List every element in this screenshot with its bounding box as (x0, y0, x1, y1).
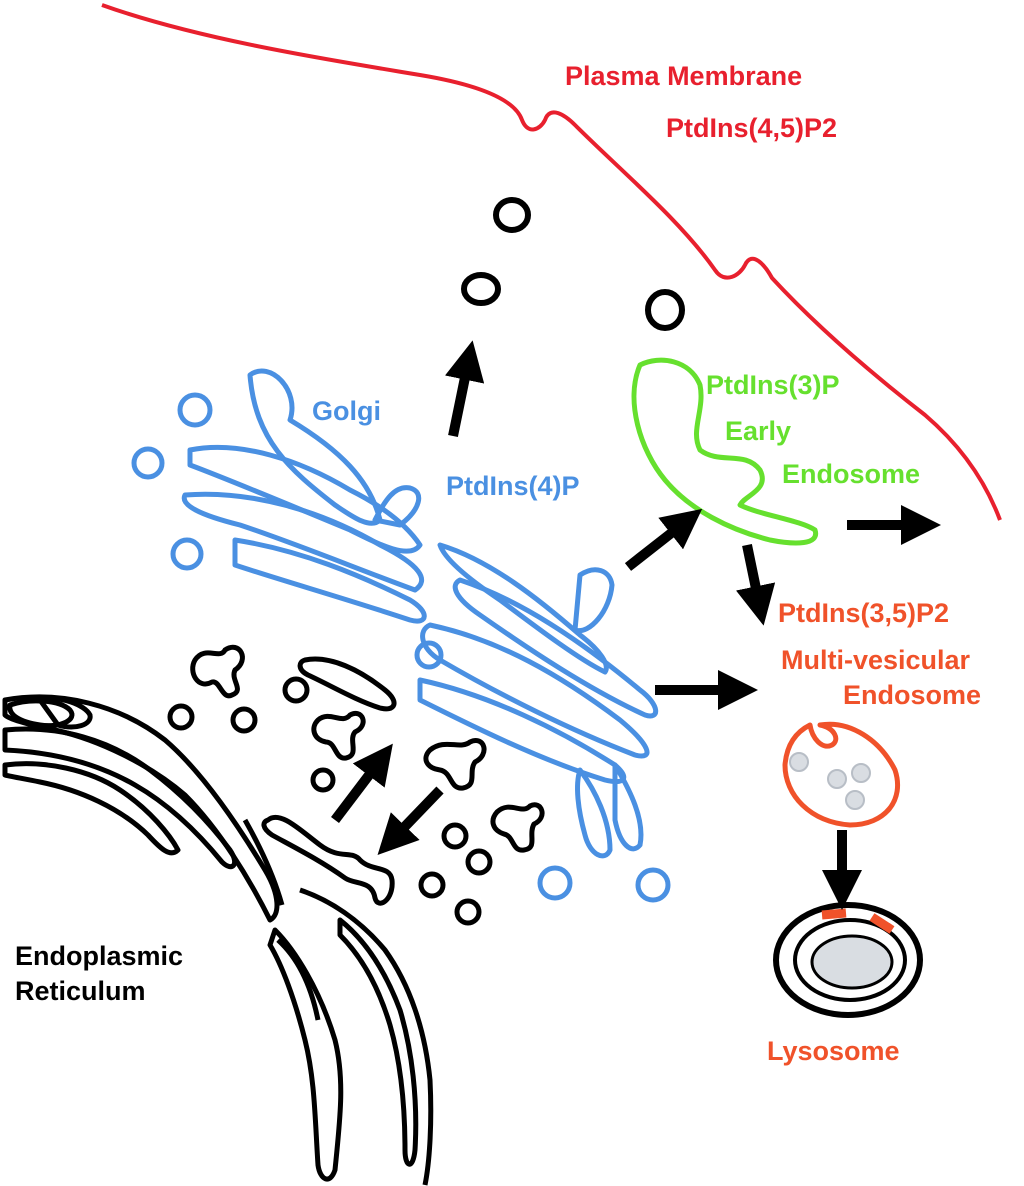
er-sheet (300, 890, 431, 1185)
vesicle (444, 825, 466, 847)
er-sheet (245, 820, 282, 905)
vesicle (464, 275, 498, 303)
pip2-45-label: PtdIns(4,5)P2 (666, 113, 838, 143)
intraluminal-vesicles (790, 753, 870, 809)
pi3p-label: PtdIns(3)P (706, 370, 840, 400)
golgi-vesicle (417, 643, 441, 667)
tripod-vesicle (193, 647, 243, 696)
intraluminal-vesicle (828, 770, 846, 788)
vesicle (457, 901, 479, 923)
mve-endosome-label: Endosome (843, 680, 982, 710)
golgi (134, 371, 668, 900)
vesicle (233, 709, 255, 731)
intraluminal-vesicle (790, 753, 808, 771)
lysosome-membrane-patch (822, 913, 846, 915)
golgi-cisterna (615, 765, 641, 849)
arrow-early-to-mve (747, 545, 760, 608)
golgi-vesicle (173, 540, 201, 568)
golgi-vesicle (638, 870, 668, 900)
early-label: Early (725, 416, 792, 446)
tripod-vesicle (314, 713, 363, 758)
golgi-vesicle (180, 395, 210, 425)
tubule (264, 817, 392, 903)
golgi-cisterna (578, 770, 610, 856)
pip2-35-label: PtdIns(3,5)P2 (778, 598, 950, 628)
multivesicular-label: Multi-vesicular (781, 645, 971, 675)
plasma-membrane (102, 5, 1000, 520)
er-label-line1: Endoplasmic (15, 941, 184, 971)
golgi-cisterna (455, 580, 656, 716)
arrow-er-to-golgi (335, 758, 382, 820)
tubule (300, 659, 394, 709)
tripod-vesicle (493, 805, 542, 850)
er-sheet (340, 920, 416, 1164)
vesicle (468, 851, 490, 873)
intraluminal-vesicle (846, 791, 864, 809)
lysosome-label: Lysosome (767, 1036, 900, 1066)
er-sheet (270, 930, 341, 1179)
vesicle (421, 874, 443, 896)
arrow-golgi-to-er (390, 790, 440, 842)
vesicle (285, 679, 307, 701)
lysosome-lumen (812, 936, 892, 988)
early-endosome-label: Endosome (782, 459, 921, 489)
secretory-vesicles (464, 200, 682, 328)
golgi-vesicle (134, 449, 162, 477)
plasma-membrane-label: Plasma Membrane (565, 61, 803, 91)
golgi-label: Golgi (312, 396, 381, 426)
arrow-golgi-to-early-endosome (628, 520, 688, 567)
vesicle (170, 706, 192, 728)
intraluminal-vesicle (852, 764, 870, 782)
multivesicular-endosome (785, 724, 898, 825)
er-sheet (5, 764, 178, 853)
tripod-vesicle (426, 741, 484, 789)
golgi-vesicle (540, 868, 570, 898)
pi4p-label: PtdIns(4)P (446, 471, 580, 501)
vesicle (496, 200, 528, 230)
er-sheet (5, 729, 235, 867)
golgi-cisterna (575, 570, 612, 631)
er-label-line2: Reticulum (15, 976, 146, 1006)
vesicle (648, 292, 682, 328)
golgi-cisterna (420, 680, 624, 782)
vesicle (313, 770, 333, 790)
arrow-golgi-to-pm (453, 358, 469, 436)
lysosome (776, 905, 920, 1015)
